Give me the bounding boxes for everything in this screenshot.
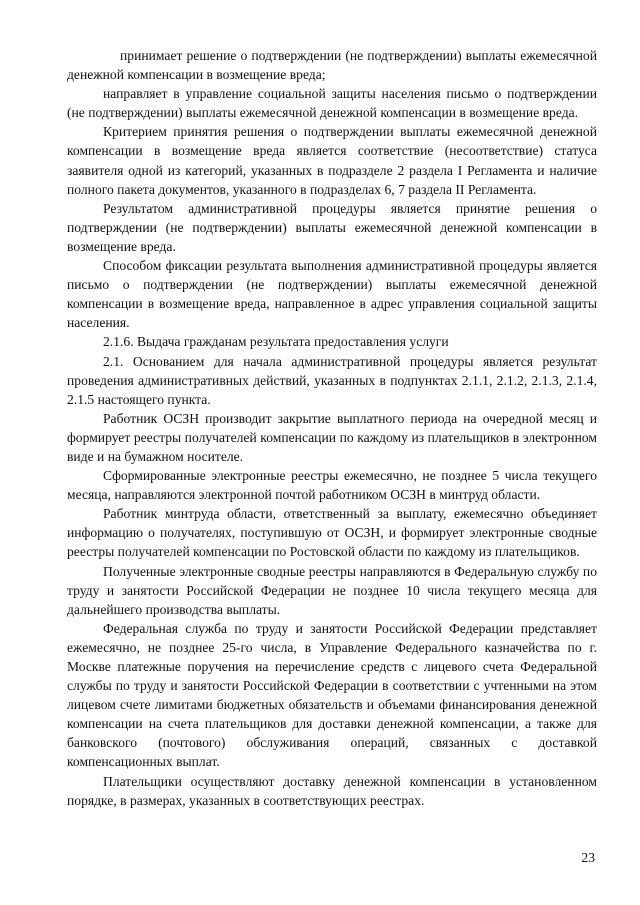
paragraph: Способом фиксации результата выполнения административной процедуры является письмо о подтверждении (не подтверждении) выплаты ежемесячной денежной компенсации в возмещение вреда, направленное в адрес управления социальной защиты населения.: [67, 258, 597, 331]
paragraph: Результатом административной процедуры является принятие решения о подтверждении (не подтверждении) выплаты ежемесячной денежной компенсации в возмещение вреда.: [67, 200, 597, 254]
paragraph: Плательщики осуществляют доставку денежной компенсации в установленном порядке, в размерах, указанных в соответствующих реестрах.: [67, 773, 597, 808]
paragraph: Полученные электронные сводные реестры направляются в Федеральную службу по труду и занятости Российской Федерации не позднее 10 числа текущего месяца для дальнейшего производства выплаты.: [67, 563, 597, 617]
paragraph: Работник минтруда области, ответственный за выплату, ежемесячно объединяет информацию о получателях, поступившую от ОСЗН, и формирует электронные сводные реестры получателей компенсации по Ростовской области по каждому из плательщиков.: [67, 506, 597, 560]
paragraph: направляет в управление социальной защиты населения письмо о подтверждении (не подтверждении) выплаты ежемесячной денежной компенсации в возмещение вреда.: [67, 86, 597, 121]
paragraph: Работник ОСЗН производит закрытие выплатного периода на очередной месяц и формирует реестры получателей компенсации по каждому из плательщиков в электронном виде и на бумажном носителе.: [67, 410, 597, 464]
paragraph: Федеральная служба по труду и занятости Российской Федерации представляет ежемесячно, не позднее 25-го числа, в Управление Федерального казначейства по г. Москве платежные поручения на перечисление средств с лицевого счета Федеральной службы по труду и занятости Российской Федерации в соответствии с учтенными на этом лицевом счете лимитами бюджетных обязательств и объемами финансирования денежной компенсации на счета плательщиков для доставки денежной компенсации, а также для банковского (почтового) обслуживания операций, связанных с доставкой компенсационных выплат.: [67, 620, 597, 770]
page-number: 23: [581, 850, 595, 865]
paragraph: 2.1. Основанием для начала административной процедуры является результат проведения административных действий, указанных в подпунктах 2.1.1, 2.1.2, 2.1.3, 2.1.4, 2.1.5 настоящего пункта.: [67, 353, 597, 407]
paragraph: Сформированные электронные реестры ежемесячно, не позднее 5 числа текущего месяца, направляются электронной почтой работником ОСЗН в минтруд области.: [67, 468, 597, 503]
section-heading: 2.1.6. Выдача гражданам результата предоставления услуги: [103, 334, 449, 350]
paragraph: Критерием принятия решения о подтверждении выплаты ежемесячной денежной компенсации в возмещение вреда является соответствие (несоответствие) статуса заявителя одной из категорий, указанных в подразделе 2 раздела I Регламента и наличие полного пакета документов, указанного в подразделах 6, 7 раздела II Регламента.: [67, 124, 597, 197]
paragraph: принимает решение о подтверждении (не подтверждении) выплаты ежемесячной денежной компенсации в возмещение вреда;: [67, 48, 597, 83]
body-text: [67, 46, 597, 810]
